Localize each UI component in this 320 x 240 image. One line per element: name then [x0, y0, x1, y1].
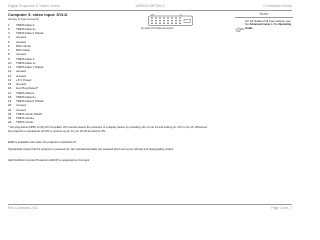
dvi-connector-diagram [148, 13, 193, 25]
header-center: WIRING DETAILS [135, 4, 165, 8]
pin-number: 2 [8, 26, 10, 31]
connector-pin-hole [171, 22, 173, 24]
notes-text-part1: For full details of all input settings, see the [245, 20, 291, 27]
note-pointer-icon [235, 20, 245, 27]
pin-signal: unused [16, 52, 26, 57]
pin-number: 20 [8, 103, 12, 108]
pin-number: 18 [8, 94, 12, 99]
header-right: Connection Guide [263, 4, 292, 8]
pin-number: 10 [8, 60, 12, 65]
connector-pin-label-a: 24 [151, 14, 154, 17]
header-left: Digital Projection E-Vision series [8, 4, 60, 8]
notes-title: Notes [259, 12, 269, 16]
pin-number: 9 [8, 56, 10, 61]
pin-number: 22 [8, 111, 12, 116]
connector-pin-hole [179, 20, 181, 22]
connector-pin-hole [175, 17, 177, 19]
pin-number: 24 [8, 120, 12, 125]
pin-signal: Hot Plug Detect* [16, 86, 39, 91]
pin-signal: DDC Data [16, 48, 30, 52]
connector-pin-hole [167, 17, 169, 19]
pin-number: 3 [8, 31, 10, 35]
pin-signal: +5 V Power [16, 77, 32, 82]
pin-signal: TMDS Clock+ [16, 116, 35, 120]
notes-advanced-menu: Advanced menu [249, 23, 271, 27]
connector-pin-hole [163, 20, 165, 22]
pin-number: 11 [8, 65, 12, 69]
pin-row [8, 120, 118, 124]
pin-number: 4 [8, 35, 10, 40]
pin-signal: TMDS Clock- [16, 120, 34, 125]
connector-pin-hole [175, 22, 177, 24]
pin-signal: unused [16, 69, 26, 74]
connector-pin-hole [151, 20, 153, 22]
pin-number: 12 [8, 69, 12, 74]
connector-pin-hole [167, 22, 169, 24]
connector-pin-hole [175, 20, 177, 22]
pin-number: 7 [8, 48, 10, 52]
connector-pin-label-b: 17 [179, 14, 183, 17]
pin-signal: unused [16, 73, 26, 78]
connector-pin-hole [163, 22, 165, 24]
footnote-operational: Operational means that the projector is powered up. Non operational states are powered down and some self test and downgrading modes. [8, 148, 174, 151]
pin-signal: TMDS Data 2+ [16, 26, 36, 31]
pin-number: 5 [8, 39, 10, 44]
pin-number: 17 [8, 90, 12, 95]
pin-number: 1 [8, 22, 10, 27]
notes-sidebar [235, 12, 293, 30]
footer-left: Rev A January 2012 [8, 206, 39, 210]
connector-pin-hole [167, 20, 169, 22]
pin-signal: TMDS Data 2 Shield [16, 31, 44, 35]
connector-pin-hole [151, 22, 153, 24]
connector-type: 24-way D-type connector [8, 17, 40, 21]
pin-signal: TMDS Data 1 Shield [16, 65, 44, 69]
pin-signal: unused [16, 39, 26, 44]
notes-text-part2: in the [271, 23, 278, 27]
pin-signal: TMDS Data 1+ [16, 60, 36, 65]
connector-caption: pin side of female connector [141, 27, 174, 30]
pin-number: 23 [8, 116, 12, 120]
connector-outline [149, 16, 193, 26]
page-header [8, 3, 292, 10]
pin-signal: TMDS Data 0+ [16, 94, 36, 99]
connector-pin-hole [155, 20, 157, 22]
connector-pin-hole [179, 17, 181, 19]
connector-pin-hole [151, 17, 153, 19]
footnote-hot-plug: * Hot plug detect (HPD) is fully DVI compliant. DVI sources detect the presence of a display device by providing +5V on pin 14 and looking for +5V on pin 16. Whenever the projector is operational, and 5V is present on pin 14, pin 16 will be held at +5V. [8, 126, 208, 133]
section-title: Computer 3: video input: DVI-D [8, 12, 68, 17]
connector-pin-hole [179, 22, 181, 24]
pin-number: 13 [8, 73, 12, 78]
connector-pin-hole [163, 17, 165, 19]
pin-list [8, 23, 118, 125]
page-footer [8, 205, 292, 211]
pin-number: 6 [8, 43, 10, 48]
notes-rule [235, 17, 293, 18]
notes-operating-guide: Operating Guide [245, 23, 292, 30]
pin-signal: TMDS Data 2- [16, 22, 36, 27]
connector-pin-hole [159, 22, 161, 24]
connector-pin-hole [155, 17, 157, 19]
pin-signal: TMDS Clock Shield [16, 111, 43, 116]
pin-number: 8 [8, 52, 10, 57]
connector-pin-hole [171, 20, 173, 22]
header-rule [8, 10, 292, 11]
footnote-edid: EDID is available even when the projector is switched off. [8, 141, 77, 144]
pin-number: 21 [8, 107, 12, 112]
pin-signal: DDC Clock [16, 43, 31, 48]
connector-pin-hole [171, 17, 173, 19]
pin-signal: Ground [16, 82, 27, 86]
pin-signal: unused [16, 103, 26, 108]
pin-number: 19 [8, 99, 12, 103]
pin-signal: unused [16, 107, 26, 112]
notes-text [245, 20, 293, 30]
pin-number: 15 [8, 82, 12, 86]
pin-signal: TMDS Data 0 Shield [16, 99, 44, 103]
footer-right: Page Conn_7 [271, 206, 292, 210]
connector-pin-hole [155, 22, 157, 24]
pin-signal: TMDS Data 1- [16, 56, 36, 61]
pin-signal: TMDS Data 0- [16, 90, 36, 95]
pin-number: 16 [8, 86, 12, 91]
connector-pin-hole [159, 20, 161, 22]
connector-pin-hole [159, 17, 161, 19]
pin-number: 14 [8, 77, 12, 82]
pin-signal: unused [16, 35, 26, 40]
footnote-hdcp: High Definition Content Protection (HDCP) is supported on this input. [8, 159, 91, 162]
